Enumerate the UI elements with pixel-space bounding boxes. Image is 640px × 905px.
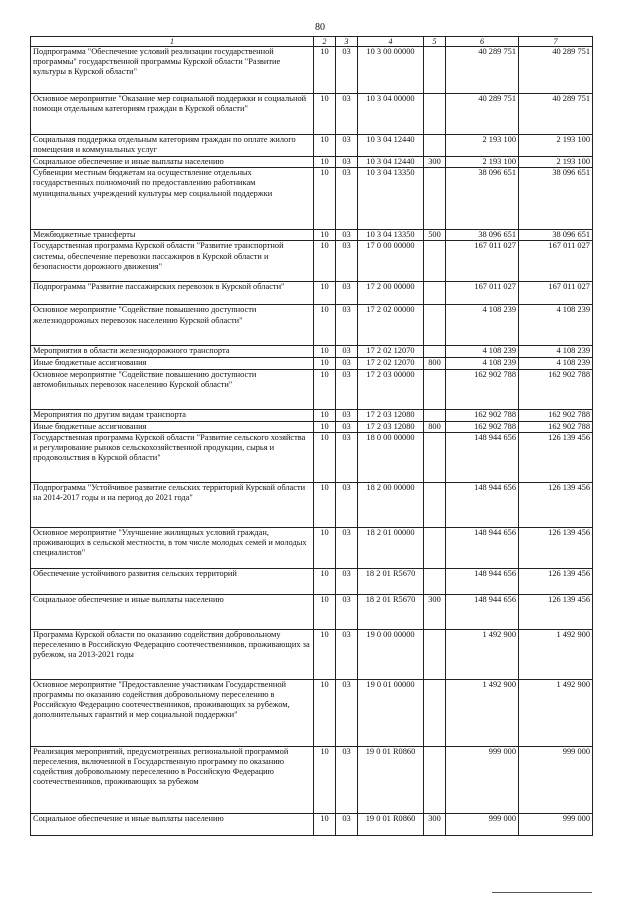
row-name-cell: Мероприятия в области железнодорожного транспорта (31, 346, 314, 358)
table-row (31, 157, 593, 168)
row-target-code-cell: 10 3 04 00000 (358, 94, 424, 135)
row-amount-1-cell: 162 902 788 (446, 409, 519, 421)
table-row (31, 346, 593, 358)
row-target-code-cell: 10 3 04 13350 (358, 168, 424, 230)
row-target-code-cell: 19 0 01 00000 (358, 679, 424, 746)
table-row (31, 482, 593, 527)
row-section-cell: 10 (314, 679, 336, 746)
row-section-cell: 10 (314, 746, 336, 813)
row-amount-1-cell: 40 289 751 (446, 94, 519, 135)
row-subsection-cell: 03 (336, 168, 358, 230)
row-expense-type-cell (424, 346, 446, 358)
table-row (31, 230, 593, 241)
header-cell: 4 (358, 37, 424, 47)
row-amount-2-cell: 2 193 100 (519, 135, 593, 157)
row-expense-type-cell (424, 282, 446, 305)
row-section-cell: 10 (314, 568, 336, 594)
row-name-cell: Обеспечение устойчивого развития сельских территорий (31, 568, 314, 594)
row-subsection-cell: 03 (336, 346, 358, 358)
row-subsection-cell: 03 (336, 629, 358, 679)
row-subsection-cell: 03 (336, 432, 358, 482)
row-amount-1-cell: 999 000 (446, 813, 519, 835)
row-expense-type-cell (424, 409, 446, 421)
row-subsection-cell: 03 (336, 813, 358, 835)
header-cell: 1 (31, 37, 314, 47)
row-expense-type-cell (424, 432, 446, 482)
row-subsection-cell: 03 (336, 47, 358, 94)
row-amount-2-cell: 1 492 900 (519, 679, 593, 746)
table-row (31, 432, 593, 482)
row-amount-1-cell: 148 944 656 (446, 527, 519, 568)
row-name-cell: Подпрограмма "Развитие пассажирских перевозок в Курской области" (31, 282, 314, 305)
row-amount-1-cell: 148 944 656 (446, 568, 519, 594)
row-amount-2-cell: 40 289 751 (519, 47, 593, 94)
row-expense-type-cell (424, 527, 446, 568)
row-amount-1-cell: 2 193 100 (446, 135, 519, 157)
row-section-cell: 10 (314, 358, 336, 369)
table-row (31, 421, 593, 432)
row-section-cell: 10 (314, 168, 336, 230)
row-section-cell: 10 (314, 421, 336, 432)
row-name-cell: Межбюджетные трансферты (31, 230, 314, 241)
row-target-code-cell: 17 2 03 00000 (358, 369, 424, 409)
row-target-code-cell: 17 2 02 00000 (358, 305, 424, 346)
row-amount-1-cell: 167 011 027 (446, 282, 519, 305)
row-section-cell: 10 (314, 813, 336, 835)
row-section-cell: 10 (314, 94, 336, 135)
row-amount-2-cell: 126 139 456 (519, 432, 593, 482)
row-name-cell: Основное мероприятие "Содействие повышению доступности железнодорожных перевозок населению Курской области" (31, 305, 314, 346)
row-section-cell: 10 (314, 409, 336, 421)
page-number: 80 (315, 22, 325, 33)
row-expense-type-cell: 300 (424, 813, 446, 835)
table-row (31, 135, 593, 157)
table-row (31, 746, 593, 813)
row-expense-type-cell (424, 47, 446, 94)
row-amount-1-cell: 1 492 900 (446, 679, 519, 746)
header-cell: 7 (519, 37, 593, 47)
row-amount-1-cell: 1 492 900 (446, 629, 519, 679)
row-amount-1-cell: 4 108 239 (446, 305, 519, 346)
row-section-cell: 10 (314, 241, 336, 282)
header-cell: 2 (314, 37, 336, 47)
row-name-cell: Основное мероприятие "Оказание мер социальной поддержки и социальной помощи отдельным категориям граждан в Курской области" (31, 94, 314, 135)
row-subsection-cell: 03 (336, 568, 358, 594)
row-subsection-cell: 03 (336, 482, 358, 527)
row-expense-type-cell (424, 135, 446, 157)
row-subsection-cell: 03 (336, 305, 358, 346)
row-target-code-cell: 18 2 01 R5670 (358, 568, 424, 594)
row-target-code-cell: 17 2 02 12070 (358, 346, 424, 358)
table-row (31, 358, 593, 369)
row-section-cell: 10 (314, 282, 336, 305)
row-amount-2-cell: 126 139 456 (519, 594, 593, 629)
row-name-cell: Субвенции местным бюджетам на осуществление отдельных государственных полномочий по предоставлению работникам муниципальных учреждений культуры мер социальной поддержки (31, 168, 314, 230)
row-amount-2-cell: 38 096 651 (519, 230, 593, 241)
row-subsection-cell: 03 (336, 94, 358, 135)
row-section-cell: 10 (314, 369, 336, 409)
row-amount-2-cell: 999 000 (519, 813, 593, 835)
row-section-cell: 10 (314, 135, 336, 157)
row-section-cell: 10 (314, 157, 336, 168)
row-amount-1-cell: 38 096 651 (446, 168, 519, 230)
row-amount-2-cell: 126 139 456 (519, 482, 593, 527)
row-amount-1-cell: 148 944 656 (446, 482, 519, 527)
row-name-cell: Основное мероприятие "Улучшение жилищных условий граждан, проживающих в сельской местности, в том числе молодых семей и молодых специалистов" (31, 527, 314, 568)
row-amount-1-cell: 38 096 651 (446, 230, 519, 241)
row-amount-2-cell: 162 902 788 (519, 409, 593, 421)
row-subsection-cell: 03 (336, 230, 358, 241)
row-subsection-cell: 03 (336, 409, 358, 421)
row-amount-1-cell: 162 902 788 (446, 421, 519, 432)
row-name-cell: Программа Курской области по оказанию содействия добровольному переселению в Российскую Федерацию соотечественников, проживающих за рубежом, на 2013-2021 годы (31, 629, 314, 679)
row-amount-1-cell: 148 944 656 (446, 594, 519, 629)
row-subsection-cell: 03 (336, 421, 358, 432)
row-expense-type-cell: 500 (424, 230, 446, 241)
row-amount-2-cell: 162 902 788 (519, 369, 593, 409)
table-row (31, 409, 593, 421)
row-amount-1-cell: 162 902 788 (446, 369, 519, 409)
row-subsection-cell: 03 (336, 679, 358, 746)
row-subsection-cell: 03 (336, 369, 358, 409)
row-section-cell: 10 (314, 629, 336, 679)
row-expense-type-cell (424, 746, 446, 813)
budget-table (30, 36, 593, 836)
row-name-cell: Социальное обеспечение и иные выплаты населению (31, 594, 314, 629)
row-subsection-cell: 03 (336, 241, 358, 282)
header-cell: 3 (336, 37, 358, 47)
row-amount-1-cell: 40 289 751 (446, 47, 519, 94)
row-target-code-cell: 17 2 03 12080 (358, 421, 424, 432)
row-expense-type-cell (424, 629, 446, 679)
row-expense-type-cell (424, 679, 446, 746)
table-row (31, 369, 593, 409)
row-expense-type-cell (424, 168, 446, 230)
row-target-code-cell: 10 3 04 13350 (358, 230, 424, 241)
row-amount-1-cell: 167 011 027 (446, 241, 519, 282)
row-section-cell: 10 (314, 47, 336, 94)
row-expense-type-cell: 800 (424, 421, 446, 432)
table-row (31, 47, 593, 94)
row-target-code-cell: 18 2 01 00000 (358, 527, 424, 568)
row-amount-2-cell: 126 139 456 (519, 527, 593, 568)
row-amount-2-cell: 2 193 100 (519, 157, 593, 168)
row-expense-type-cell: 300 (424, 594, 446, 629)
row-expense-type-cell (424, 241, 446, 282)
row-subsection-cell: 03 (336, 746, 358, 813)
row-subsection-cell: 03 (336, 135, 358, 157)
row-amount-2-cell: 999 000 (519, 746, 593, 813)
row-target-code-cell: 19 0 00 00000 (358, 629, 424, 679)
table-row (31, 629, 593, 679)
row-section-cell: 10 (314, 432, 336, 482)
row-target-code-cell: 10 3 04 12440 (358, 157, 424, 168)
row-amount-2-cell: 1 492 900 (519, 629, 593, 679)
table-row (31, 282, 593, 305)
row-target-code-cell: 17 2 00 00000 (358, 282, 424, 305)
table-row (31, 527, 593, 568)
row-name-cell: Мероприятия по другим видам транспорта (31, 409, 314, 421)
row-section-cell: 10 (314, 230, 336, 241)
row-section-cell: 10 (314, 482, 336, 527)
table-row (31, 168, 593, 230)
row-target-code-cell: 18 0 00 00000 (358, 432, 424, 482)
row-target-code-cell: 10 3 00 00000 (358, 47, 424, 94)
row-target-code-cell: 17 0 00 00000 (358, 241, 424, 282)
row-expense-type-cell (424, 568, 446, 594)
row-amount-2-cell: 162 902 788 (519, 421, 593, 432)
row-target-code-cell: 17 2 02 12070 (358, 358, 424, 369)
row-target-code-cell: 17 2 03 12080 (358, 409, 424, 421)
row-section-cell: 10 (314, 527, 336, 568)
row-amount-2-cell: 4 108 239 (519, 346, 593, 358)
row-amount-2-cell: 126 139 456 (519, 568, 593, 594)
row-amount-1-cell: 4 108 239 (446, 346, 519, 358)
row-subsection-cell: 03 (336, 594, 358, 629)
table-row (31, 813, 593, 835)
table-row (31, 594, 593, 629)
row-target-code-cell: 10 3 04 12440 (358, 135, 424, 157)
row-amount-2-cell: 40 289 751 (519, 94, 593, 135)
header-cell: 5 (424, 37, 446, 47)
row-subsection-cell: 03 (336, 157, 358, 168)
row-amount-2-cell: 4 108 239 (519, 305, 593, 346)
row-amount-2-cell: 4 108 239 (519, 358, 593, 369)
row-section-cell: 10 (314, 305, 336, 346)
row-name-cell: Реализация мероприятий, предусмотренных региональной программой переселения, включенной в Государственную программу по оказанию содействия добровольному переселению в Российскую Федерацию соотечественников, проживающих за рубежом (31, 746, 314, 813)
row-name-cell: Государственная программа Курской области "Развитие сельского хозяйства и регулирование рынков сельскохозяйственной продукции, сырья и продовольствия в Курской области" (31, 432, 314, 482)
row-name-cell: Государственная программа Курской области "Развитие транспортной системы, обеспечение перевозки пассажиров в Курской области и безопасности дорожного движения" (31, 241, 314, 282)
row-subsection-cell: 03 (336, 358, 358, 369)
row-target-code-cell: 18 2 00 00000 (358, 482, 424, 527)
row-name-cell: Иные бюджетные ассигнования (31, 421, 314, 432)
row-name-cell: Основное мероприятие "Предоставление участникам Государственной программы по оказанию содействия добровольному переселению в Российскую Федерацию соотечественников, проживающих за рубежом, дополнительных гарантий и мер социальной поддержки" (31, 679, 314, 746)
row-amount-1-cell: 4 108 239 (446, 358, 519, 369)
row-subsection-cell: 03 (336, 527, 358, 568)
row-name-cell: Социальная поддержка отдельным категориям граждан по оплате жилого помещения и коммунальных услуг (31, 135, 314, 157)
table-row (31, 94, 593, 135)
row-name-cell: Подпрограмма "Устойчивое развитие сельских территорий Курской области на 2014-2017 годы и на период до 2021 года" (31, 482, 314, 527)
row-amount-2-cell: 167 011 027 (519, 282, 593, 305)
table-header-row (31, 37, 593, 47)
row-amount-1-cell: 2 193 100 (446, 157, 519, 168)
row-expense-type-cell: 300 (424, 157, 446, 168)
row-expense-type-cell (424, 369, 446, 409)
table-row (31, 679, 593, 746)
row-expense-type-cell (424, 482, 446, 527)
row-expense-type-cell (424, 305, 446, 346)
row-target-code-cell: 19 0 01 R0860 (358, 746, 424, 813)
row-amount-1-cell: 148 944 656 (446, 432, 519, 482)
row-amount-2-cell: 167 011 027 (519, 241, 593, 282)
table-row (31, 305, 593, 346)
row-expense-type-cell: 800 (424, 358, 446, 369)
header-cell: 6 (446, 37, 519, 47)
row-target-code-cell: 18 2 01 R5670 (358, 594, 424, 629)
row-target-code-cell: 19 0 01 R0860 (358, 813, 424, 835)
table-row (31, 241, 593, 282)
row-section-cell: 10 (314, 594, 336, 629)
row-name-cell: Иные бюджетные ассигнования (31, 358, 314, 369)
footer-divider (492, 892, 592, 893)
row-section-cell: 10 (314, 346, 336, 358)
row-name-cell: Социальное обеспечение и иные выплаты населению (31, 813, 314, 835)
row-expense-type-cell (424, 94, 446, 135)
table-row (31, 568, 593, 594)
row-amount-2-cell: 38 096 651 (519, 168, 593, 230)
row-name-cell: Основное мероприятие "Содействие повышению доступности автомобильных перевозок населению Курской области" (31, 369, 314, 409)
row-subsection-cell: 03 (336, 282, 358, 305)
row-name-cell: Подпрограмма "Обеспечение условий реализации государственной программы" государственной программы Курской области "Развитие культуры в Курской области" (31, 47, 314, 94)
row-amount-1-cell: 999 000 (446, 746, 519, 813)
row-name-cell: Социальное обеспечение и иные выплаты населению (31, 157, 314, 168)
